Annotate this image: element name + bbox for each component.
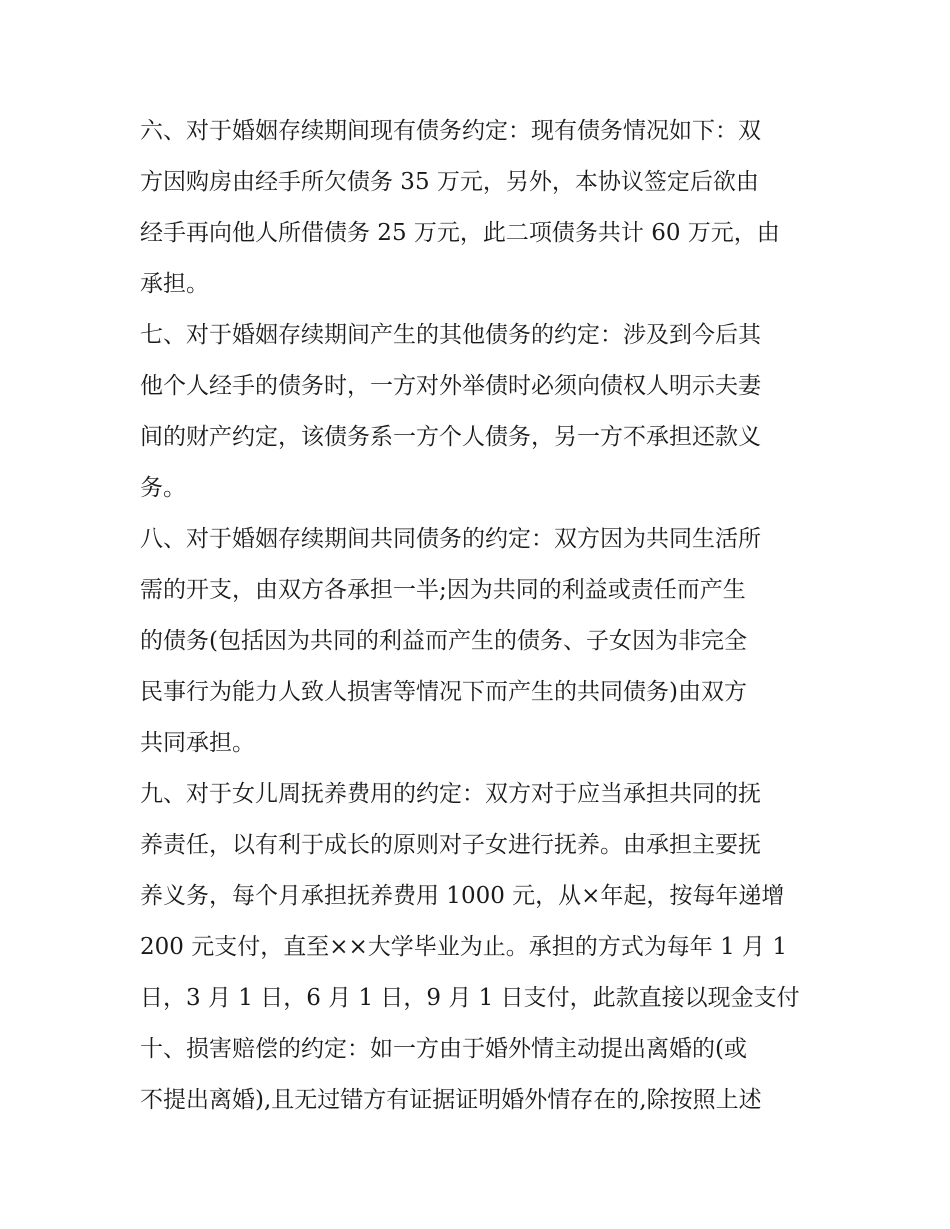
text-line: 承担。 <box>140 271 209 297</box>
text-line: 共同承担。 <box>140 730 255 756</box>
text-line: 方因购房由经手所欠债务 35 万元，另外，本协议签定后欲由 <box>140 169 759 195</box>
text-line: 六、对于婚姻存续期间现有债务约定：现有债务情况如下：双 <box>140 118 761 144</box>
text-line: 200 元支付，直至××大学毕业为止。承担的方式为每年 1 月 1 <box>140 934 787 960</box>
document-body <box>140 106 812 1126</box>
text-line: 经手再向他人所借债务 25 万元，此二项债务共计 60 万元，由 <box>140 220 780 246</box>
text-line: 不提出离婚),且无过错方有证据证明婚外情存在的,除按照上述 <box>140 1087 762 1113</box>
text-line: 八、对于婚姻存续期间共同债务的约定：双方因为共同生活所 <box>140 526 761 552</box>
text-line: 需的开支，由双方各承担一半;因为共同的利益或责任而产生 <box>140 577 746 603</box>
text-line: 间的财产约定，该债务系一方个人债务，另一方不承担还款义 <box>140 424 761 450</box>
text-line: 务。 <box>140 475 186 501</box>
text-line: 民事行为能力人致人损害等情况下而产生的共同债务)由双方 <box>140 679 747 705</box>
text-line: 养责任，以有利于成长的原则对子女进行抚养。由承担主要抚 <box>140 832 761 858</box>
text-line: 十、损害赔偿的约定：如一方由于婚外情主动提出离婚的(或 <box>140 1036 747 1062</box>
text-line: 七、对于婚姻存续期间产生的其他债务的约定：涉及到今后其 <box>140 322 761 348</box>
text-line: 日，3 月 1 日，6 月 1 日，9 月 1 日支付，此款直接以现金支付 <box>140 985 800 1011</box>
text-line: 养义务，每个月承担抚养费用 1000 元，从×年起，按每年递增 <box>140 883 785 909</box>
text-line: 的债务(包括因为共同的利益而产生的债务、子女因为非完全 <box>140 628 747 654</box>
text-line: 他个人经手的债务时，一方对外举债时必须向债权人明示夫妻 <box>140 373 761 399</box>
text-line: 九、对于女儿周抚养费用的约定：双方对于应当承担共同的抚 <box>140 781 761 807</box>
